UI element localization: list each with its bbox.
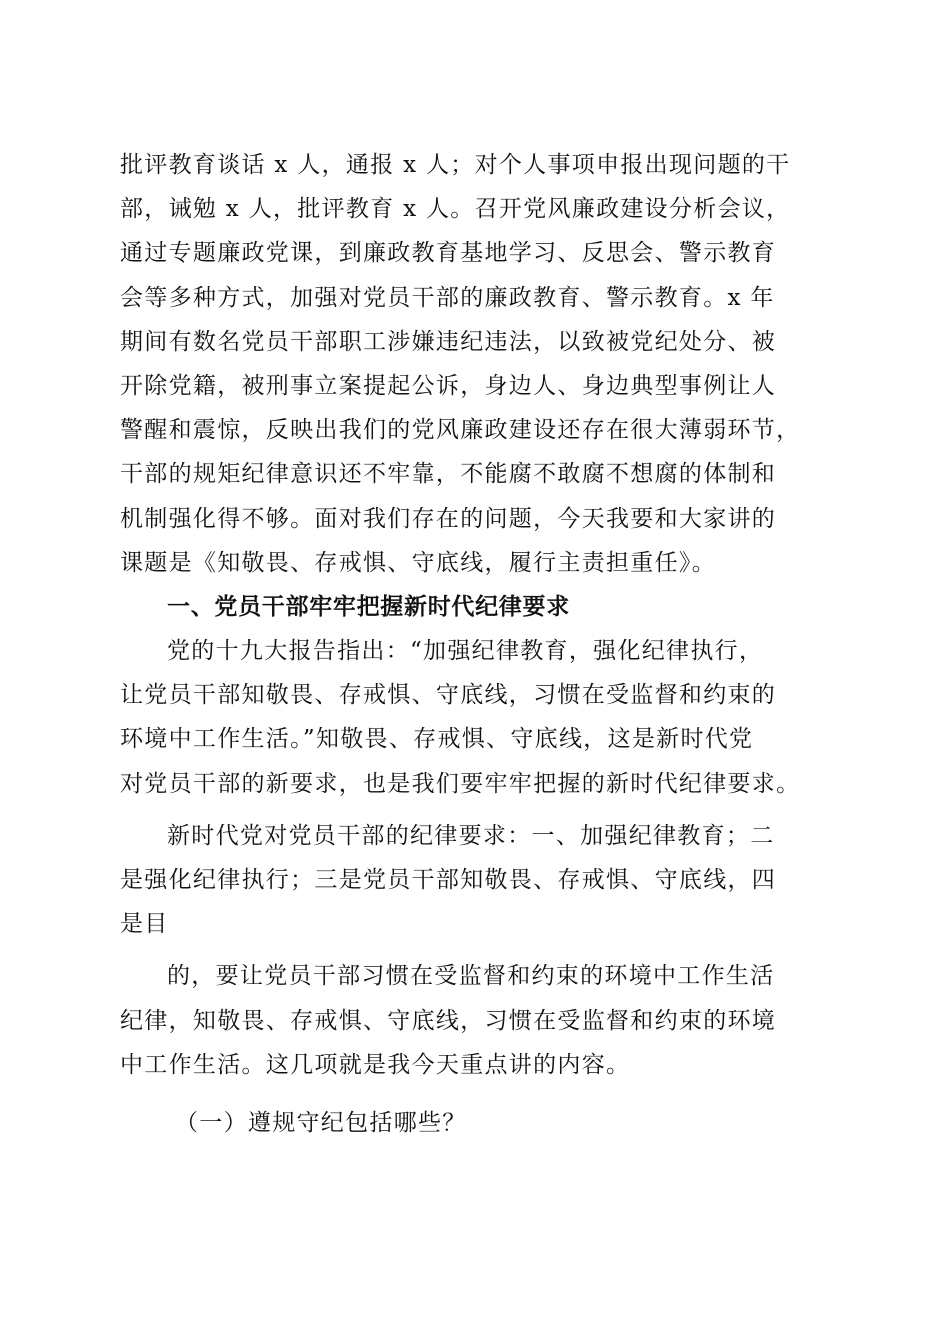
body-line-7: 警醒和震惊，反映出我们的党风廉政建设还存在很大薄弱环节，: [120, 417, 801, 444]
body-line-2: 部，诫勉 x 人，批评教育 x 人。召开党风廉政建设分析会议，: [120, 196, 791, 223]
section-heading: 一、党员干部牢牢把握新时代纪律要求: [167, 593, 570, 620]
paragraph-start-line: 的，要让党员干部习惯在受监督和约束的环境中工作生活: [167, 963, 775, 990]
body-line-3: 通过专题廉政党课，到廉政教育基地学习、反思会、警示教育: [120, 240, 777, 267]
document-body: [120, 143, 832, 1145]
paragraph-start-line: 党的十九大报告指出：“加强纪律教育，强化纪律执行，: [167, 638, 764, 665]
body-line-4: 会等多种方式，加强对党员干部的廉政教育、警示教育。x 年: [120, 284, 775, 311]
body-line-15: 对党员干部的新要求，也是我们要牢牢把握的新时代纪律要求。: [120, 770, 801, 797]
body-line-18: 是目: [120, 911, 169, 938]
paragraph-start-line: 新时代党对党员干部的纪律要求：一、加强纪律教育；二: [167, 822, 775, 849]
body-line-1: 批评教育谈话 x 人，通报 x 人；对个人事项申报出现问题的干: [120, 152, 791, 178]
body-line-17: 是强化纪律执行；三是党员干部知敬畏、存戒惧、守底线，四: [120, 867, 777, 893]
body-line-21: 中工作生活。这几项就是我今天重点讲的内容。: [120, 1051, 631, 1078]
body-line-9: 机制强化得不够。面对我们存在的问题，今天我要和大家讲的: [120, 505, 777, 532]
body-line-8: 干部的规矩纪律意识还不牢靠，不能腐不敢腐不想腐的体制和: [120, 461, 777, 488]
body-line-5: 期间有数名党员干部职工涉嫌违纪违法，以致被党纪处分、被: [120, 328, 777, 355]
body-line-20: 纪律，知敬畏、存戒惧、守底线，习惯在受监督和约束的环境: [120, 1007, 777, 1034]
body-line-10: 课题是《知敬畏、存戒惧、守底线，履行主责担重任》。: [120, 549, 716, 576]
subsection-heading: （一）遵规守纪包括哪些？: [175, 1109, 467, 1136]
body-line-14: 环境中工作生活。”知敬畏、存戒惧、守底线，这是新时代党: [120, 726, 754, 753]
body-line-6: 开除党籍，被刑事立案提起公诉，身边人、身边典型事例让人: [120, 372, 777, 399]
body-line-13: 让党员干部知敬畏、存戒惧、守底线，习惯在受监督和约束的: [120, 682, 777, 709]
